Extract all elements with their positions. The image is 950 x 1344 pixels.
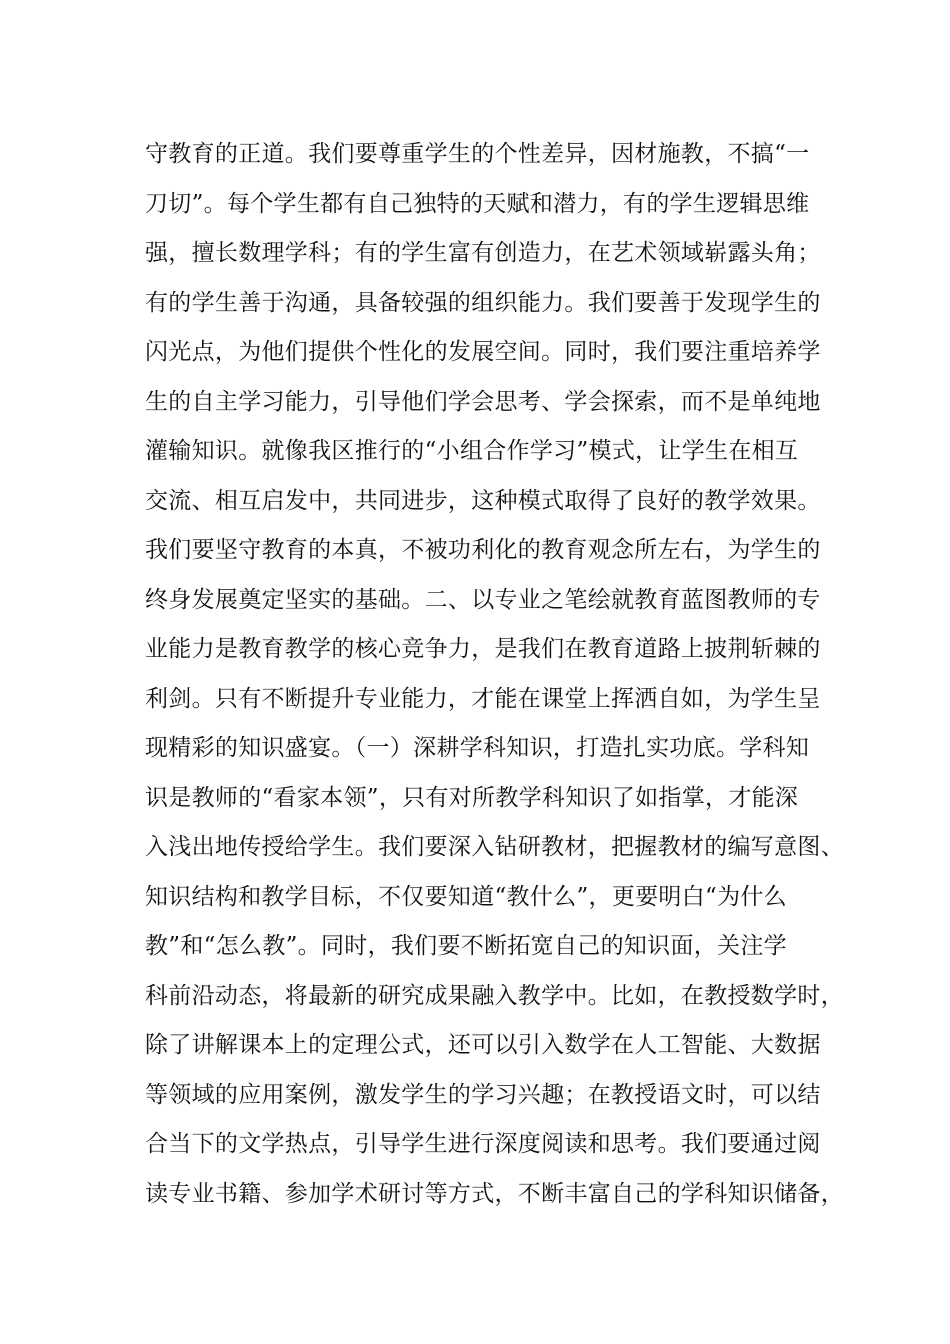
text-line: 科前沿动态，将最新的研究成果融入教学中。比如，在教授数学时，: [145, 982, 844, 1009]
text-line: 刀切”。每个学生都有自己独特的天赋和潜力，有的学生逻辑思维: [145, 190, 810, 217]
text-line: 利剑。只有不断提升专业能力，才能在课堂上挥洒自如，为学生呈: [145, 685, 821, 712]
text-line: 闪光点，为他们提供个性化的发展空间。同时，我们要注重培养学: [145, 339, 821, 365]
text-line: 守教育的正道。我们要尊重学生的个性差异，因材施教，不搞“一: [145, 141, 810, 167]
text-line: 教”和“怎么教”。同时，我们要不断拓宽自己的知识面，关注学: [145, 933, 787, 959]
text-line: 有的学生善于沟通，具备较强的组织能力。我们要善于发现学生的: [145, 289, 821, 316]
text-line: 除了讲解课本上的定理公式，还可以引入数学在人工智能、大数据: [145, 1032, 821, 1058]
text-line: 知识结构和教学目标，不仅要知道“教什么”，更要明白“为什么: [145, 883, 787, 910]
body-text: [145, 130, 844, 1219]
text-line: 我们要坚守教育的本真，不被功利化的教育观念所左右，为学生的: [145, 537, 821, 563]
text-line: 读专业书籍、参加学术研讨等方式，不断丰富自己的学科知识储备，: [145, 1180, 844, 1207]
text-line: 等领域的应用案例，激发学生的学习兴趣；在教授语文时，可以结: [145, 1081, 821, 1108]
text-line: 生的自主学习能力，引导他们学会思考、学会探索，而不是单纯地: [145, 388, 821, 415]
text-line: 合当下的文学热点，引导学生进行深度阅读和思考。我们要通过阅: [145, 1131, 821, 1157]
text-line: 交流、相互启发中，共同进步，这种模式取得了良好的教学效果。: [145, 487, 821, 514]
text-line: 灌输知识。就像我区推行的“小组合作学习”模式，让学生在相互: [145, 438, 799, 464]
text-line: 强，擅长数理学科；有的学生富有创造力，在艺术领域崭露头角；: [145, 240, 821, 266]
text-line: 识是教师的“看家本领”，只有对所教学科知识了如指掌，才能深: [145, 784, 799, 811]
text-line: 终身发展奠定坚实的基础。二、以专业之笔绘就教育蓝图教师的专: [145, 586, 821, 613]
text-line: 现精彩的知识盛宴。（一）深耕学科知识，打造扎实功底。学科知: [145, 735, 810, 761]
text-line: 业能力是教育教学的核心竞争力，是我们在教育道路上披荆斩棘的: [145, 636, 821, 662]
text-line: 入浅出地传授给学生。我们要深入钻研教材，把握教材的编写意图、: [145, 834, 844, 860]
